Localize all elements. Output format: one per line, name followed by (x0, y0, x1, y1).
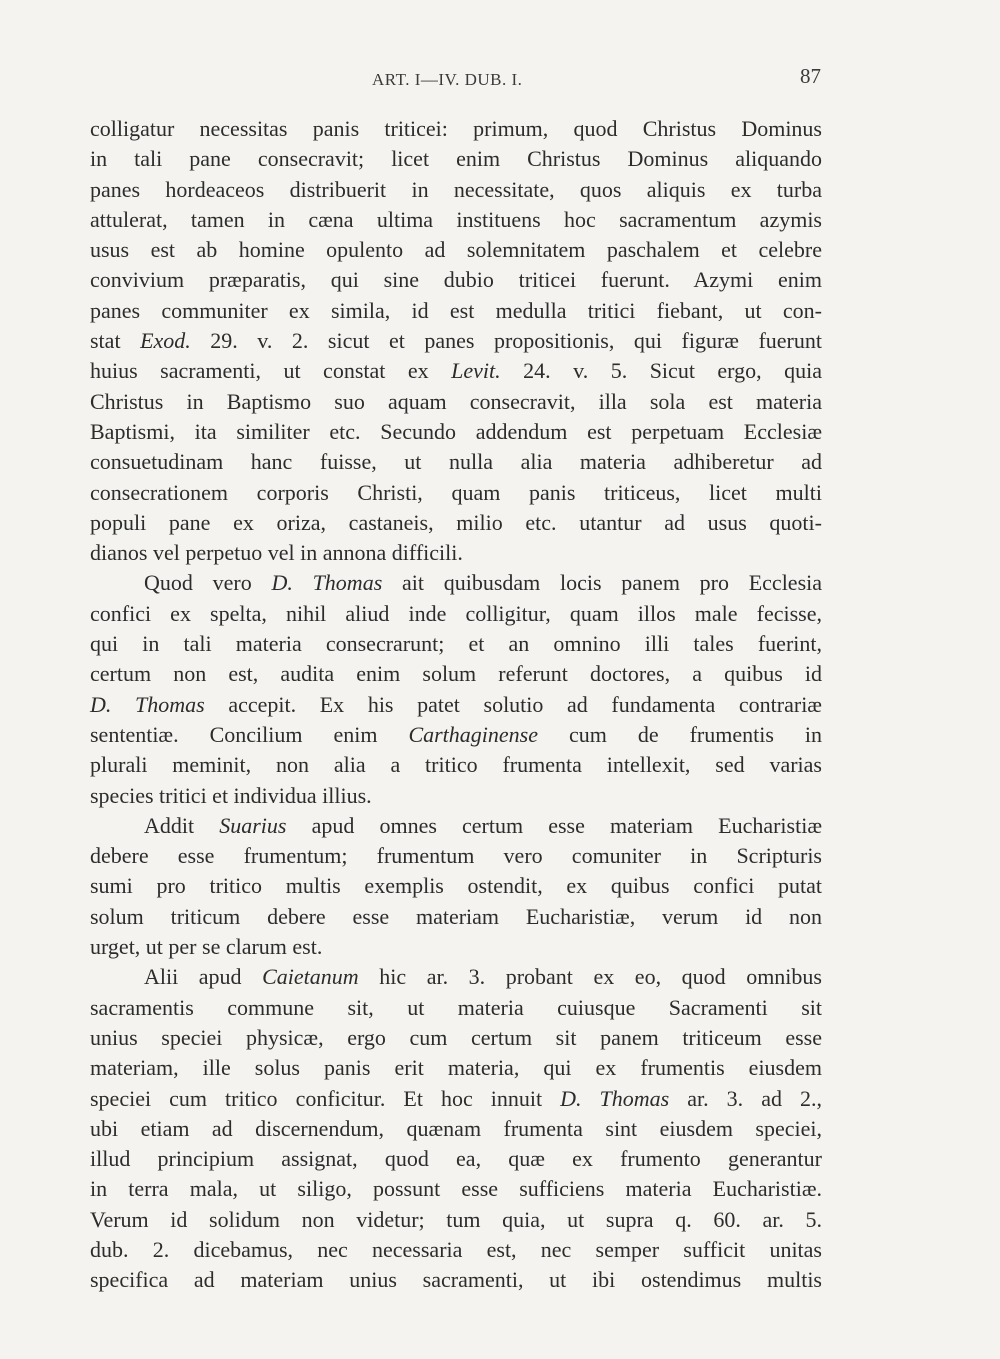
text-line: qui in tali materia consecrarunt; et an omnino illi tales fuerint, (90, 631, 822, 657)
text-segment: 24. v. 5. Sicut ergo, quia (500, 358, 822, 384)
text-line (90, 326, 822, 356)
italic-citation: D. Thomas (271, 570, 383, 596)
text-line: debere esse frumentum; frumentum vero comuniter in Scripturis (90, 843, 822, 869)
text-segment: sententiæ. Concilium enim (90, 721, 409, 747)
text-line: convivium præparatis, qui sine dubio triticei fuerunt. Azymi enim (90, 267, 822, 293)
text-line (90, 568, 822, 598)
text-segment: hic ar. 3. probant ex eo, quod omnibus (358, 964, 822, 990)
text-line: urget, ut per se clarum est. (90, 934, 323, 960)
text-line: illud principium assignat, quod ea, quæ ex frumento generantur (90, 1146, 822, 1172)
text-line (90, 356, 822, 386)
text-line (90, 720, 822, 750)
italic-citation: D. Thomas (90, 691, 205, 717)
text-line: sacramentis commune sit, ut materia cuiusque Sacramenti sit (90, 994, 822, 1020)
text-line: panes hordeaceos distribuerit in necessitate, quos aliquis ex turba (90, 176, 822, 202)
text-line: colligatur necessitas panis triticei: primum, quod Christus Dominus (90, 116, 822, 141)
text-line: confici ex spelta, nihil aliud inde colligitur, quam illos male fecisse, (90, 600, 822, 626)
text-line: Baptismi, ita similiter etc. Secundo addendum est perpetuam Ecclesiæ (90, 418, 822, 444)
text-segment: huius sacramenti, ut constat ex (90, 358, 452, 384)
italic-citation: Levit. (451, 358, 501, 384)
text-line: unius speciei physicæ, ergo cum certum sit panem triticeum esse (90, 1024, 822, 1050)
text-line: specifica ad materiam unius sacramenti, ut ibi ostendimus multis (90, 1267, 822, 1293)
italic-citation: Suarius (219, 812, 287, 838)
text-line: in terra mala, ut siligo, possunt esse sufficiens materia Eucharistiæ. (90, 1176, 822, 1202)
italic-citation: Carthaginense (408, 721, 538, 747)
running-head-title: ART. I—IV. DUB. I. (372, 70, 523, 89)
text-line: dub. 2. dicebamus, nec necessaria est, nec semper sufficit unitas (90, 1236, 822, 1262)
text-line (90, 1084, 822, 1114)
text-segment: cum de frumentis in (538, 721, 822, 747)
text-segment: speciei cum tritico conficitur. Et hoc innuit (90, 1085, 561, 1111)
text-line: populi pane ex oriza, castaneis, milio etc. utantur ad usus quoti- (90, 509, 822, 535)
text-segment: Quod vero (144, 570, 272, 596)
text-line (90, 962, 822, 992)
running-head (0, 64, 1000, 94)
text-line: plurali meminit, non alia a tritico frumenta intellexit, sed varias (90, 752, 822, 778)
text-line: Verum id solidum non videtur; tum quia, ut supra q. 60. ar. 5. (90, 1206, 822, 1232)
text-segment: Alii apud (144, 964, 263, 990)
text-line: consecrationem corporis Christi, quam panis triticeus, licet multi (90, 479, 822, 505)
text-segment: ar. 3. ad 2., (669, 1085, 822, 1111)
text-line: usus est ab homine opulento ad solemnitatem paschalem et celebre (90, 237, 822, 263)
text-line (90, 811, 822, 841)
text-line: ubi etiam ad discernendum, quænam frumenta sint eiusdem speciei, (90, 1115, 822, 1141)
italic-citation: D. Thomas (560, 1085, 670, 1111)
text-line: solum triticum debere esse materiam Eucharistiæ, verum id non (90, 903, 822, 929)
text-line: materiam, ille solus panis erit materia, qui ex frumentis eiusdem (90, 1055, 822, 1081)
text-line: certum non est, audita enim solum referunt doctores, a quibus id (90, 661, 822, 687)
text-segment: apud omnes certum esse materiam Eucharistiæ (286, 812, 822, 838)
text-segment: accepit. Ex his patet solutio ad fundamenta contrariæ (204, 691, 822, 717)
page-number: 87 (800, 64, 821, 88)
italic-citation: Caietanum (262, 964, 359, 990)
italic-citation: Exod. (140, 328, 191, 354)
text-line: consuetudinam hanc fuisse, ut nulla alia materia adhiberetur ad (90, 449, 822, 475)
text-segment: stat (90, 328, 141, 354)
text-line: species tritici et individua illius. (90, 782, 372, 808)
text-line (90, 690, 822, 720)
text-line: attulerat, tamen in cæna ultima instituens hoc sacramentum azymis (90, 206, 822, 232)
text-segment: 29. v. 2. sicut et panes propositionis, qui figuræ fuerunt (190, 328, 822, 354)
text-line: dianos vel perpetuo vel in annona difficili. (90, 540, 463, 566)
text-line: panes communiter ex simila, id est medulla tritici fiebant, ut con- (90, 297, 822, 323)
text-line: in tali pane consecravit; licet enim Christus Dominus aliquando (90, 146, 822, 172)
text-segment: Addit (144, 812, 220, 838)
text-line: sumi pro tritico multis exemplis ostendit, ex quibus confici putat (90, 873, 822, 899)
text-line: Christus in Baptismo suo aquam consecravit, illa sola est materia (90, 388, 822, 414)
text-segment: ait quibusdam locis panem pro Ecclesia (382, 570, 823, 596)
body-text (90, 114, 822, 1296)
